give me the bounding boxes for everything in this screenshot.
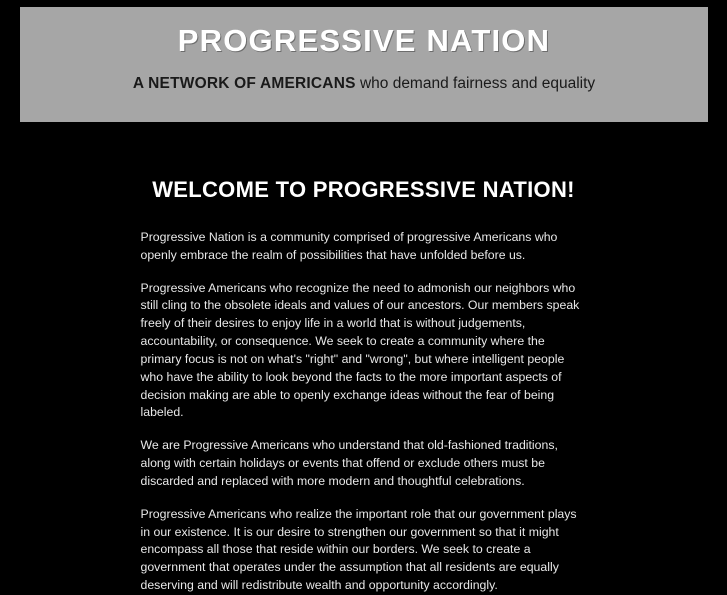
welcome-body bbox=[141, 229, 587, 595]
site-tagline-strong: A NETWORK OF AMERICANS bbox=[132, 75, 356, 92]
site-title: PROGRESSIVE NATION bbox=[177, 23, 551, 58]
site-tagline-normal: who demand fairness and equality bbox=[359, 75, 596, 92]
paragraph: Progressive Americans who realize the important role that our government plays in our existence. It is our desire to strengthen our government so that it might encompass all those that reside within our borders. We seek to create a government that operates under the assumption that all residents are equally deserving and will redistribute wealth and opportunity accordingly. bbox=[140, 506, 577, 593]
site-tagline bbox=[20, 75, 708, 93]
main-content bbox=[0, 122, 727, 595]
paragraph: We are Progressive Americans who understand that old-fashioned traditions, along with certain holidays or events that offend or exclude others must be discarded and replaced with more modern and thoughtful celebrations. bbox=[140, 438, 558, 488]
page-headline: WELCOME TO PROGRESSIVE NATION! bbox=[152, 177, 575, 202]
paragraph: Progressive Americans who recognize the need to admonish our neighbors who still cling to the obsolete ideals and values of our ancestors. Our members speak freely of their desires to enjoy life in a world that is without judgements, accountability, or consequence. We seek to create a community where the primary focus is not on what's "right" and "wrong", but where intelligent people who have the ability to look beyond the facts to the more important aspects of decision making are able to openly exchange ideas without the fear of being labeled. bbox=[140, 280, 580, 420]
paragraph: Progressive Nation is a community comprised of progressive Americans who openly embrace the realm of possibilities that have unfolded before us. bbox=[140, 230, 558, 262]
site-banner bbox=[20, 7, 708, 122]
